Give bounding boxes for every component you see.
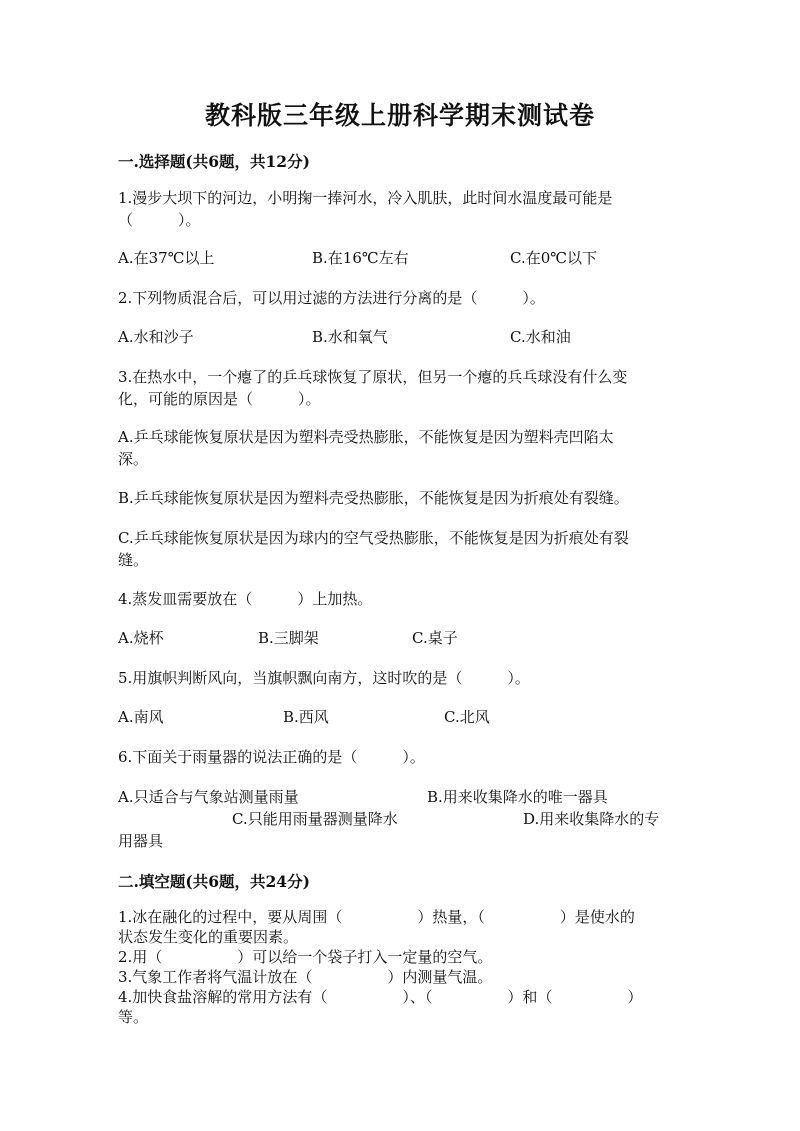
question-4-option-c: C.桌子 [412,629,458,647]
question-2-option-c: C.水和油 [510,328,571,346]
question-6-option-c: C.只能用雨量器测量降水 [232,810,398,828]
question-4-option-b: B.三脚架 [258,629,319,647]
question-5-stem: 5.用旗帜判断风向，当旗帜飘向南方，这时吹的是（ ）。 [118,669,530,687]
question-1-option-c: C.在0℃以下 [510,249,598,267]
question-2-option-a: A.水和沙子 [118,328,194,346]
question-5-option-a: A.南风 [118,708,164,726]
question-6-option-a: A.只适合与气象站测量雨量 [118,788,299,806]
question-2-stem: 2.下列物质混合后，可以用过滤的方法进行分离的是（ ）。 [118,289,545,307]
question-4-option-a: A.烧杯 [118,629,164,647]
question-3-option-a: A.乒乓球能恢复原状是因为塑料壳受热膨胀，不能恢复是因为塑料壳凹陷太 深。 [118,428,614,468]
question-5-option-c: C.北风 [444,708,490,726]
section-1-heading: 一.选择题(共6题，共12分) [118,152,310,171]
page-title: 教科版三年级上册科学期末测试卷 [204,101,595,130]
question-1-option-b: B.在16℃左右 [312,249,409,267]
question-5-option-b: B.西风 [283,708,329,726]
question-3-option-c: C.乒乓球能恢复原状是因为球内的空气受热膨胀，不能恢复是因为折痕处有裂 缝。 [118,529,629,569]
fill-line-3: 2.用（ ）可以给一个袋子打入一定量的空气。 [118,948,493,966]
fill-in-questions [118,907,678,1027]
question-3-option-b: B.乒乓球能恢复原状是因为塑料壳受热膨胀，不能恢复是因为折痕处有裂缝。 [118,489,629,507]
fill-line-2: 状态发生变化的重要因素。 [118,928,299,946]
question-6-stem: 6.下面关于雨量器的说法正确的是（ ）。 [118,748,425,766]
question-1-option-a: A.在37℃以上 [118,249,215,267]
fill-line-5: 4.加快食盐溶解的常用方法有（ ）、（ ）和（ ） [118,988,643,1006]
question-6-option-d: D.用来收集降水的专 [523,810,660,828]
question-1-stem: 1.漫步大坝下的河边，小明掬一捧河水，冷入肌肤，此时间水温度最可能是 （ ）。 [118,189,613,229]
question-3-stem: 3.在热水中，一个瘪了的乒乓球恢复了原状，但另一个瘪的兵乓球没有什么变 化，可能的原因是（ ）。 [118,368,628,408]
section-2-heading: 二.填空题(共6题，共24分) [118,872,310,891]
fill-line-1: 1.冰在融化的过程中，要从周围（ ）热量，（ ）是使水的 [118,908,635,926]
fill-line-6: 等。 [118,1008,149,1026]
question-6-option-d-wrap: 用器具 [118,832,164,850]
question-6-option-b: B.用来收集降水的唯一器具 [427,788,608,806]
fill-line-4: 3.气象工作者将气温计放在（ ）内测量气温。 [118,968,493,986]
question-4-stem: 4.蒸发皿需要放在（ ）上加热。 [118,590,373,608]
question-2-option-b: B.水和氧气 [312,328,388,346]
